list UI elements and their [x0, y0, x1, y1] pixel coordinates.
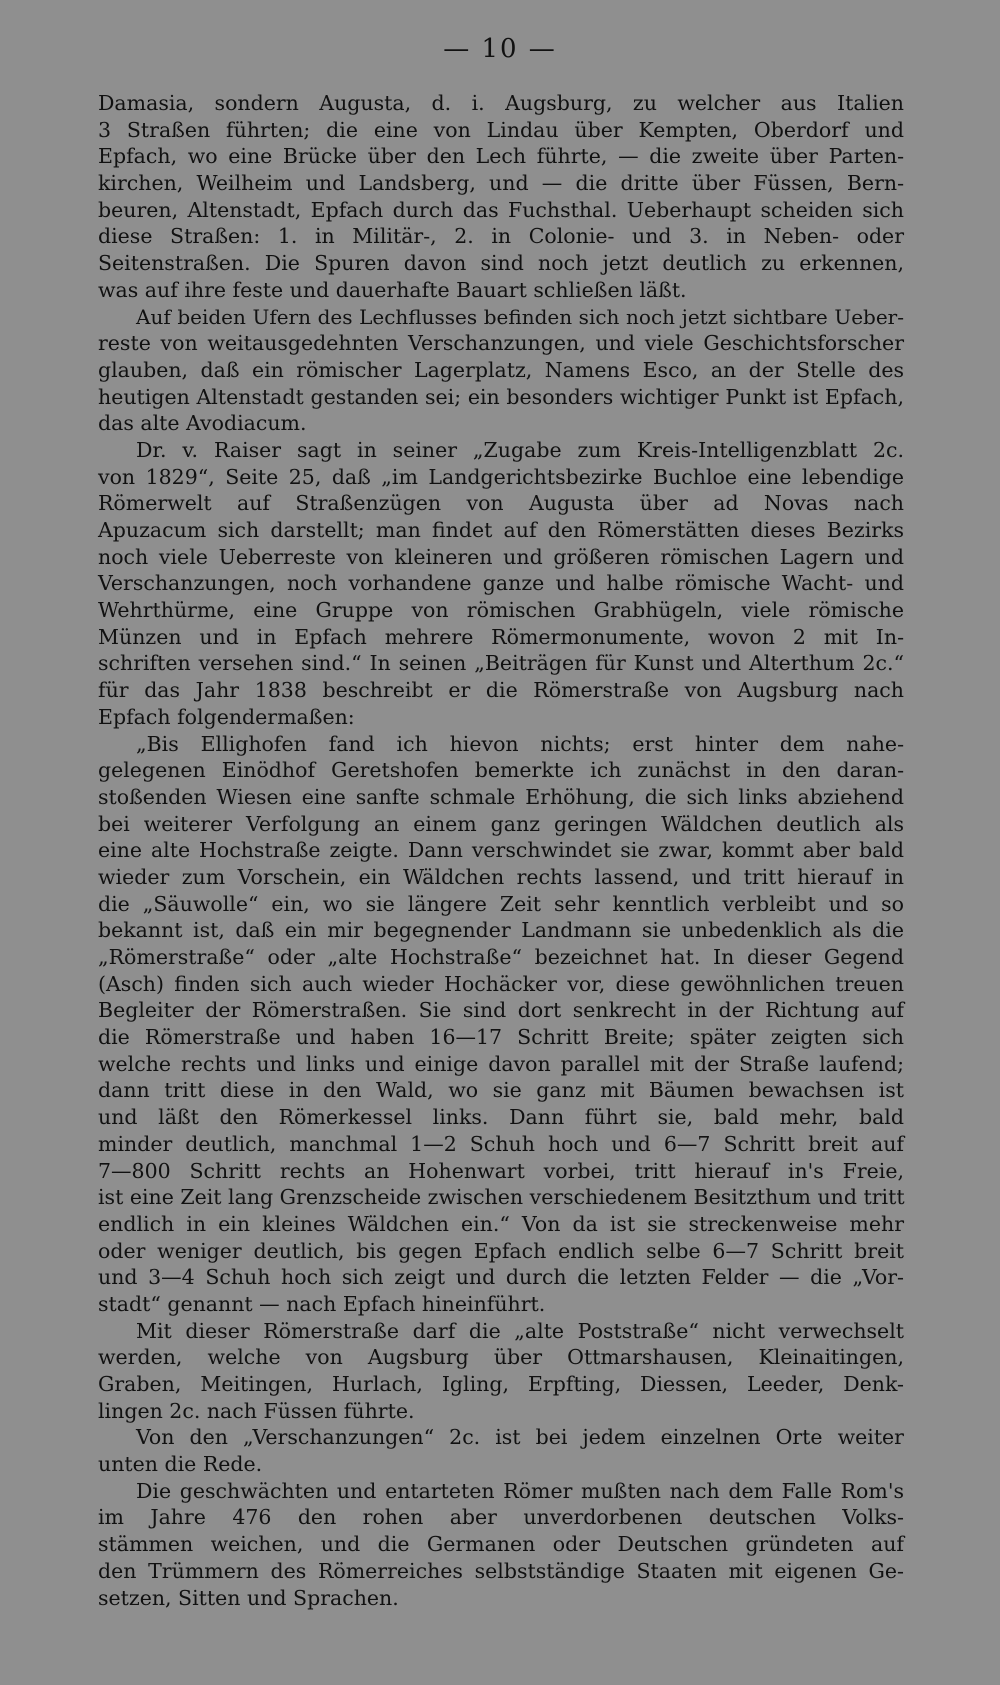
- text-line: von 1829“, Seite 25, daß „im Landgerichtsbezirke Buchloe eine lebendige: [98, 464, 904, 489]
- text-line: 7—800 Schritt rechts an Hohenwart vorbei, tritt hierauf in's Freie,: [98, 1158, 904, 1183]
- text-line: Damasia, sondern Augusta, d. i. Augsburg, zu welcher aus Italien: [98, 91, 904, 115]
- text-line: stoßenden Wiesen eine sanfte schmale Erhöhung, die sich links abziehend: [98, 784, 904, 809]
- text-line: beuren, Altenstadt, Epfach durch das Fuchsthal. Ueberhaupt scheiden sich: [98, 197, 904, 222]
- text-line: unten die Rede.: [98, 1452, 263, 1477]
- text-line: Römerwelt auf Straßenzügen von Augusta über ad Novas nach: [98, 491, 904, 516]
- text-line: setzen, Sitten und Sprachen.: [98, 1585, 399, 1610]
- text-line: Von den „Verschanzungen“ 2c. ist bei jedem einzelnen Orte weiter: [136, 1425, 904, 1450]
- text-line: heutigen Altenstadt gestanden sei; ein besonders wichtiger Punkt ist Epfach,: [98, 384, 904, 409]
- text-line: Verschanzungen, noch vorhandene ganze und halbe römische Wacht- und: [98, 571, 904, 596]
- text-line: Seitenstraßen. Die Spuren davon sind noch jetzt deutlich zu erkennen,: [98, 251, 904, 276]
- text-line: für das Jahr 1838 beschreibt er die Römerstraße von Augsburg nach: [98, 678, 904, 703]
- text-line: reste von weitausgedehnten Verschanzungen, und viele Geschichtsforscher: [98, 331, 904, 356]
- text-line: stämmen weichen, und die Germanen oder Deutschen gründeten auf: [98, 1532, 904, 1557]
- text-line: das alte Avodiacum.: [98, 411, 307, 436]
- text-line: wieder zum Vorschein, ein Wäldchen rechts lassend, und tritt hierauf in: [98, 864, 904, 889]
- text-line: Apuzacum sich darstellt; man findet auf den Römerstätten dieses Bezirks: [98, 518, 904, 542]
- text-line: Mit dieser Römerstraße darf die „alte Poststraße“ nicht verwechselt: [136, 1318, 904, 1343]
- text-line: Münzen und in Epfach mehrere Römermonumente, wovon 2 mit In-: [98, 624, 904, 649]
- text-line: kirchen, Weilheim und Landsberg, und — die dritte über Füssen, Bern-: [98, 171, 904, 196]
- text-line: und 3—4 Schuh hoch sich zeigt und durch die letzten Felder — die „Vor-: [98, 1265, 904, 1290]
- text-line: Dr. v. Raiser sagt in seiner „Zugabe zum Kreis-Intelligenzblatt 2c.: [136, 437, 904, 462]
- text-line: gelegenen Einödhof Geretshofen bemerkte ich zunächst in den daran-: [98, 758, 904, 783]
- text-line: eine alte Hochstraße zeigte. Dann verschwindet sie zwar, kommt aber bald: [98, 838, 904, 863]
- text-line: was auf ihre feste und dauerhafte Bauart schließen läßt.: [98, 277, 687, 302]
- body-text: [98, 90, 904, 1611]
- text-line: Begleiter der Römerstraßen. Sie sind dort senkrecht in der Richtung auf: [98, 998, 904, 1023]
- text-line: und läßt den Römerkessel links. Dann führt sie, bald mehr, bald: [98, 1105, 904, 1130]
- text-line: minder deutlich, manchmal 1—2 Schuh hoch und 6—7 Schritt breit auf: [98, 1131, 904, 1156]
- text-line: lingen 2c. nach Füssen führte.: [98, 1398, 415, 1423]
- text-line: Graben, Meitingen, Hurlach, Igling, Erpfting, Diessen, Leeder, Denk-: [98, 1372, 904, 1396]
- text-line: schriften versehen sind.“ In seinen „Beiträgen für Kunst und Alterthum 2c.“: [98, 651, 904, 676]
- text-line: Die geschwächten und entarteten Römer mußten nach dem Falle Rom's: [136, 1478, 904, 1503]
- text-line: (Asch) finden sich auch wieder Hochäcker vor, diese gewöhnlichen treuen: [98, 971, 904, 996]
- text-line: den Trümmern des Römerreiches selbstständige Staaten mit eigenen Ge-: [98, 1558, 904, 1583]
- text-line: „Römerstraße“ oder „alte Hochstraße“ bezeichnet hat. In dieser Gegend: [98, 945, 904, 969]
- text-line: bekannt ist, daß ein mir begegnender Landmann sie unbedenklich als die: [98, 918, 904, 943]
- text-line: diese Straßen: 1. in Militär-, 2. in Colonie- und 3. in Neben- oder: [98, 224, 904, 249]
- text-line: glauben, daß ein römischer Lagerplatz, Namens Esco, an der Stelle des: [98, 357, 904, 382]
- text-line: werden, welche von Augsburg über Ottmarshausen, Kleinaitingen,: [98, 1345, 904, 1370]
- text-line: bei weiterer Verfolgung an einem ganz geringen Wäldchen deutlich als: [98, 811, 904, 836]
- text-line: oder weniger deutlich, bis gegen Epfach endlich selbe 6—7 Schritt breit: [98, 1238, 904, 1263]
- text-line: im Jahre 476 den rohen aber unverdorbenen deutschen Volks-: [98, 1505, 904, 1530]
- text-line: stadt“ genannt — nach Epfach hineinführt.: [98, 1291, 546, 1316]
- text-line: Wehrthürme, eine Gruppe von römischen Grabhügeln, viele römische: [98, 598, 904, 623]
- text-line: die „Säuwolle“ ein, wo sie längere Zeit sehr kenntlich verbleibt und so: [98, 891, 904, 916]
- text-line: Epfach folgendermaßen:: [98, 704, 355, 729]
- text-line: 3 Straßen führten; die eine von Lindau über Kempten, Oberdorf und: [98, 117, 904, 142]
- text-line: die Römerstraße und haben 16—17 Schritt Breite; später zeigten sich: [98, 1025, 904, 1050]
- text-line: noch viele Ueberreste von kleineren und größeren römischen Lagern und: [98, 544, 904, 569]
- page-number: — 10 —: [443, 34, 557, 64]
- text-line: Auf beiden Ufern des Lechflusses befinden sich noch jetzt sichtbare Ueber-: [136, 304, 904, 329]
- text-line: Epfach, wo eine Brücke über den Lech führte, — die zweite über Parten-: [98, 144, 904, 169]
- text-line: welche rechts und links und einige davon parallel mit der Straße laufend;: [98, 1051, 904, 1076]
- text-line: ist eine Zeit lang Grenzscheide zwischen verschiedenem Besitzthum und tritt: [98, 1185, 905, 1210]
- text-line: endlich in ein kleines Wäldchen ein.“ Von da ist sie streckenweise mehr: [98, 1211, 904, 1236]
- text-line: „Bis Ellighofen fand ich hievon nichts; erst hinter dem nahe-: [136, 731, 904, 756]
- text-line: dann tritt diese in den Wald, wo sie ganz mit Bäumen bewachsen ist: [98, 1078, 904, 1103]
